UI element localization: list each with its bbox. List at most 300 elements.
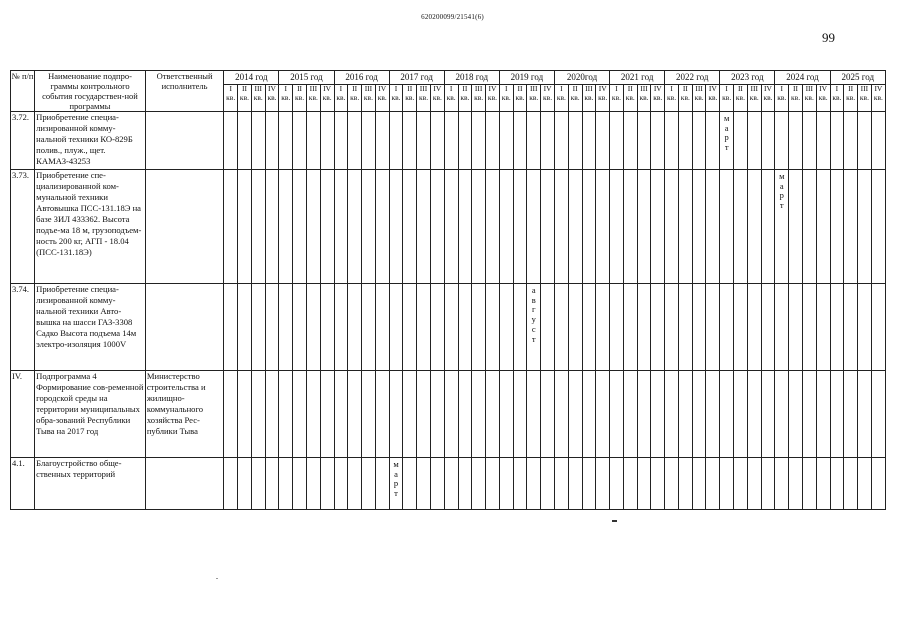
quarter-cell [362, 371, 376, 458]
header-quarter [554, 85, 568, 112]
quarter-roman: III [695, 84, 703, 93]
quarter-cell [389, 284, 403, 371]
header-quarter [348, 85, 362, 112]
quarter-cell [375, 112, 389, 170]
row-event-name: Благоустройство обще-ственных территорий [35, 458, 146, 510]
quarter-cell [513, 170, 527, 284]
quarter-cell [775, 284, 789, 371]
header-quarter [403, 85, 417, 112]
quarter-cell [692, 458, 706, 510]
quarter-cell [320, 458, 334, 510]
quarter-kv: кв. [763, 92, 773, 102]
quarter-cell [830, 458, 844, 510]
quarter-cell [596, 170, 610, 284]
quarter-cell [637, 284, 651, 371]
quarter-cell [802, 371, 816, 458]
quarter-cell [265, 112, 279, 170]
month-letter: р [779, 190, 784, 201]
header-quarter [734, 85, 748, 112]
header-quarter [761, 85, 775, 112]
quarter-kv: кв. [694, 92, 704, 102]
header-year: 2021 год [610, 71, 665, 85]
quarter-cell [637, 170, 651, 284]
header-quarter [816, 85, 830, 112]
quarter-roman: II [297, 84, 303, 93]
quarter-cell [706, 458, 720, 510]
quarter-kv: кв. [419, 92, 429, 102]
quarter-roman: II [352, 84, 358, 93]
quarter-cell [334, 112, 348, 170]
header-quarter [513, 85, 527, 112]
quarter-cell [251, 371, 265, 458]
quarter-cell [623, 371, 637, 458]
header-quarter [775, 85, 789, 112]
row-responsible [145, 170, 223, 284]
quarter-cell [472, 170, 486, 284]
quarter-cell [816, 170, 830, 284]
quarter-cell [582, 458, 596, 510]
header-year: 2015 год [279, 71, 334, 85]
row-responsible: Министерство строительства и жилищно-коммунального хозяйства Рес-публики Тыва [145, 371, 223, 458]
header-quarter [389, 85, 403, 112]
header-quarter [678, 85, 692, 112]
quarter-cell [541, 112, 555, 170]
quarter-cell [761, 371, 775, 458]
quarter-cell [320, 284, 334, 371]
quarter-cell [678, 112, 692, 170]
quarter-cell [582, 371, 596, 458]
header-year: 2017 год [389, 71, 444, 85]
quarter-kv: кв. [791, 92, 801, 102]
header-quarter [417, 85, 431, 112]
header-quarter [362, 85, 376, 112]
quarter-roman: III [640, 84, 648, 93]
quarter-cell [348, 112, 362, 170]
quarter-cell [334, 458, 348, 510]
quarter-cell [665, 284, 679, 371]
quarter-kv: кв. [460, 92, 470, 102]
header-quarter [306, 85, 320, 112]
quarter-cell [499, 284, 513, 371]
row-responsible [145, 458, 223, 510]
quarter-cell [265, 284, 279, 371]
month-letter: т [779, 200, 784, 211]
quarter-cell [513, 371, 527, 458]
quarter-cell [430, 170, 444, 284]
month-mark [720, 112, 734, 170]
quarter-kv: кв. [322, 92, 332, 102]
quarter-cell [665, 112, 679, 170]
quarter-cell [251, 170, 265, 284]
quarter-roman: III [530, 84, 538, 93]
quarter-kv: кв. [570, 92, 580, 102]
quarter-kv: кв. [295, 92, 305, 102]
quarter-cell [706, 371, 720, 458]
quarter-cell [858, 170, 872, 284]
header-quarter [844, 85, 858, 112]
quarter-kv: кв. [432, 92, 442, 102]
row-event-name: Приобретение специа-лизированной комму-нальной техники КО-829Б полив., плуж., щет. КАМАЗ-43253 [35, 112, 146, 170]
header-year: 2025 год [830, 71, 885, 85]
month-letter: м [393, 459, 399, 469]
header-year: 2016 год [334, 71, 389, 85]
quarter-cell [403, 112, 417, 170]
quarter-cell [747, 458, 761, 510]
quarter-cell [651, 458, 665, 510]
quarter-cell [279, 371, 293, 458]
quarter-kv: кв. [639, 92, 649, 102]
quarter-roman: III [585, 84, 593, 93]
header-quarter [747, 85, 761, 112]
quarter-kv: кв. [735, 92, 745, 102]
quarter-roman: II [462, 84, 468, 93]
quarter-cell [720, 284, 734, 371]
quarter-cell [720, 371, 734, 458]
header-year: 2019 год [499, 71, 554, 85]
quarter-cell [499, 458, 513, 510]
table-row [11, 371, 886, 458]
header-quarter [665, 85, 679, 112]
quarter-cell [527, 170, 541, 284]
header-quarter [458, 85, 472, 112]
quarter-cell [651, 371, 665, 458]
document-id: 620200099/21541(6) [421, 13, 484, 21]
quarter-cell [293, 170, 307, 284]
quarter-cell [761, 458, 775, 510]
quarter-cell [844, 284, 858, 371]
quarter-cell [734, 284, 748, 371]
quarter-kv: кв. [253, 92, 263, 102]
quarter-kv: кв. [749, 92, 759, 102]
quarter-kv: кв. [680, 92, 690, 102]
quarter-cell [348, 458, 362, 510]
quarter-cell [582, 112, 596, 170]
header-quarter [830, 85, 844, 112]
quarter-kv: кв. [777, 92, 787, 102]
quarter-cell [238, 170, 252, 284]
quarter-cell [362, 284, 376, 371]
quarter-cell [279, 458, 293, 510]
quarter-cell [623, 170, 637, 284]
quarter-cell [527, 371, 541, 458]
header-quarter [692, 85, 706, 112]
quarter-cell [293, 371, 307, 458]
row-number: 3.73. [11, 170, 35, 284]
quarter-cell [637, 112, 651, 170]
quarter-cell [706, 284, 720, 371]
quarter-roman: III [805, 84, 814, 93]
quarter-cell [747, 284, 761, 371]
quarter-kv: кв. [832, 92, 842, 102]
quarter-cell [499, 170, 513, 284]
header-quarter [375, 85, 389, 112]
quarter-cell [858, 112, 872, 170]
header-quarter [610, 85, 624, 112]
quarter-kv: кв. [873, 92, 883, 102]
header-year: 2014 год [224, 71, 279, 85]
quarter-cell [637, 458, 651, 510]
header-quarter [789, 85, 803, 112]
quarter-roman: IV [764, 84, 772, 93]
quarter-roman: III [419, 84, 428, 93]
quarter-roman: I [284, 84, 288, 93]
quarter-kv: кв. [556, 92, 566, 102]
quarter-cell [348, 371, 362, 458]
quarter-cell [582, 170, 596, 284]
month-letter: в [531, 294, 536, 305]
quarter-cell [375, 371, 389, 458]
header-quarter [582, 85, 596, 112]
quarter-cell [513, 284, 527, 371]
quarter-kv: кв. [584, 92, 594, 102]
quarter-cell [486, 170, 500, 284]
header-quarter [871, 85, 885, 112]
quarter-cell [417, 284, 431, 371]
header-quarter [251, 85, 265, 112]
quarter-roman: I [229, 84, 232, 93]
month-mark [389, 458, 403, 510]
quarter-cell [224, 170, 238, 284]
quarter-cell [858, 458, 872, 510]
quarter-kv: кв. [543, 92, 553, 102]
quarter-cell [251, 284, 265, 371]
quarter-cell [596, 284, 610, 371]
month-letter: г [532, 304, 536, 315]
quarter-roman: I [615, 84, 618, 93]
quarter-roman: I [504, 84, 508, 93]
header-quarter [444, 85, 458, 112]
quarter-cell [554, 170, 568, 284]
month-letter: м [723, 113, 730, 123]
quarter-cell [816, 112, 830, 170]
quarter-kv: кв. [281, 92, 291, 102]
quarter-cell [610, 170, 624, 284]
quarter-cell [403, 170, 417, 284]
quarter-cell [858, 284, 872, 371]
header-quarter [858, 85, 872, 112]
quarter-cell [224, 371, 238, 458]
month-letter: т [394, 488, 398, 499]
quarter-cell [720, 170, 734, 284]
quarter-cell [734, 458, 748, 510]
quarter-kv: кв. [722, 92, 732, 102]
quarter-cell [348, 284, 362, 371]
quarter-kv: кв. [611, 92, 621, 102]
month-letter: а [724, 122, 729, 133]
quarter-cell [858, 371, 872, 458]
month-letter: с [531, 323, 536, 334]
quarter-cell [513, 112, 527, 170]
quarter-roman: II [407, 84, 413, 93]
header-quarter [706, 85, 720, 112]
header-quarter [527, 85, 541, 112]
quarter-cell [224, 112, 238, 170]
header-quarter [279, 85, 293, 112]
quarter-cell [568, 458, 582, 510]
quarter-cell [678, 458, 692, 510]
quarter-cell [568, 284, 582, 371]
month-mark [527, 284, 541, 371]
quarter-cell [375, 284, 389, 371]
quarter-roman: III [254, 84, 262, 93]
quarter-cell [306, 112, 320, 170]
quarter-roman: I [835, 84, 839, 93]
quarter-cell [775, 371, 789, 458]
quarter-cell [775, 112, 789, 170]
month-letter: а [394, 468, 398, 479]
quarter-kv: кв. [653, 92, 663, 102]
quarter-roman: III [750, 84, 758, 93]
quarter-roman: I [670, 84, 673, 93]
quarter-cell [871, 170, 885, 284]
quarter-cell [747, 371, 761, 458]
quarter-cell [871, 112, 885, 170]
quarter-cell [334, 284, 348, 371]
header-year: 2018 год [444, 71, 499, 85]
quarter-roman: III [474, 84, 483, 93]
row-number: 4.1. [11, 458, 35, 510]
quarter-cell [541, 284, 555, 371]
quarter-cell [279, 112, 293, 170]
row-event-name: Приобретение специа-лизированной комму-нальной техники Авто-вышка на шасси ГАЗ-3308 Садко Высота подъема 14м электро-изоляция 1000V [35, 284, 146, 371]
quarter-cell [871, 284, 885, 371]
quarter-cell [486, 371, 500, 458]
quarter-kv: кв. [336, 92, 346, 102]
quarter-roman: I [560, 84, 563, 93]
quarter-cell [320, 112, 334, 170]
quarter-kv: кв. [239, 92, 249, 102]
quarter-cell [761, 284, 775, 371]
quarter-cell [444, 170, 458, 284]
quarter-roman: II [627, 84, 633, 93]
quarter-kv: кв. [446, 92, 456, 102]
quarter-cell [444, 371, 458, 458]
quarter-cell [265, 170, 279, 284]
month-letter: у [531, 314, 536, 325]
quarter-cell [417, 371, 431, 458]
month-letter: а [531, 285, 536, 295]
quarter-cell [541, 371, 555, 458]
quarter-cell [802, 112, 816, 170]
quarter-cell [348, 170, 362, 284]
quarter-kv: кв. [804, 92, 814, 102]
header-quarter [623, 85, 637, 112]
quarter-cell [458, 112, 472, 170]
quarter-cell [430, 112, 444, 170]
quarter-cell [417, 458, 431, 510]
quarter-cell [568, 371, 582, 458]
quarter-cell [610, 371, 624, 458]
row-number: 3.74. [11, 284, 35, 371]
quarter-cell [720, 458, 734, 510]
quarter-cell [444, 284, 458, 371]
quarter-cell [444, 458, 458, 510]
quarter-cell [871, 458, 885, 510]
month-letter: т [724, 142, 729, 153]
quarter-roman: IV [598, 84, 607, 93]
header-quarter [637, 85, 651, 112]
quarter-cell [582, 284, 596, 371]
quarter-cell [802, 458, 816, 510]
quarter-roman: IV [323, 84, 332, 93]
quarter-kv: кв. [308, 92, 318, 102]
header-quarter [596, 85, 610, 112]
quarter-roman: IV [378, 84, 387, 93]
quarter-cell [692, 371, 706, 458]
quarter-cell [334, 371, 348, 458]
table-row [11, 170, 886, 284]
quarter-cell [306, 371, 320, 458]
quarter-cell [499, 371, 513, 458]
quarter-cell [692, 170, 706, 284]
quarter-cell [596, 371, 610, 458]
quarter-roman: IV [543, 84, 552, 93]
table-row [11, 112, 886, 170]
quarter-cell [238, 112, 252, 170]
quarter-cell [417, 112, 431, 170]
header-num: № п/п [11, 71, 35, 112]
quarter-cell [458, 371, 472, 458]
quarter-roman: II [793, 84, 799, 93]
quarter-cell [458, 170, 472, 284]
quarter-kv: кв. [487, 92, 497, 102]
header-quarter [472, 85, 486, 112]
row-event-name: Подпрограмма 4 Формирование сов-ременной городской среды на территории муниципальных обра-зований Республики Тыва на 2017 год [35, 371, 146, 458]
row-responsible [145, 112, 223, 170]
quarter-cell [775, 458, 789, 510]
quarter-cell [430, 284, 444, 371]
month-letter: р [724, 132, 729, 143]
quarter-cell [389, 112, 403, 170]
quarter-cell [678, 284, 692, 371]
quarter-cell [692, 112, 706, 170]
quarter-cell [513, 458, 527, 510]
quarter-cell [734, 170, 748, 284]
quarter-kv: кв. [818, 92, 828, 102]
quarter-cell [734, 371, 748, 458]
month-mark [775, 170, 789, 284]
quarter-cell [306, 458, 320, 510]
quarter-cell [844, 170, 858, 284]
quarter-roman: II [737, 84, 743, 93]
quarter-cell [844, 112, 858, 170]
quarter-cell [417, 170, 431, 284]
quarter-cell [554, 112, 568, 170]
quarter-kv: кв. [377, 92, 387, 102]
header-quarter [499, 85, 513, 112]
quarter-roman: IV [708, 84, 717, 93]
header-quarter [486, 85, 500, 112]
quarter-cell [665, 170, 679, 284]
control-events-table [10, 70, 886, 510]
quarter-cell [306, 170, 320, 284]
quarter-roman: I [394, 84, 398, 93]
quarter-kv: кв. [625, 92, 635, 102]
quarter-roman: II [517, 84, 523, 93]
stray-dot [216, 578, 218, 579]
quarter-cell [389, 371, 403, 458]
quarter-roman: III [364, 84, 373, 93]
quarter-cell [568, 112, 582, 170]
quarter-cell [830, 170, 844, 284]
quarter-cell [362, 170, 376, 284]
row-event-name: Приобретение спе-циализированной ком-мунальной техники Автовышка ПСС-131.18Э на базе ЗИЛ 433362. Высота подъе-ма 18 м, грузоподъем-ность 200 кг, АГП - 18.04 (ПСС-131.18Э) [35, 170, 146, 284]
quarter-cell [596, 458, 610, 510]
quarter-roman: I [725, 84, 728, 93]
quarter-cell [610, 112, 624, 170]
quarter-cell [802, 284, 816, 371]
quarter-cell [251, 112, 265, 170]
